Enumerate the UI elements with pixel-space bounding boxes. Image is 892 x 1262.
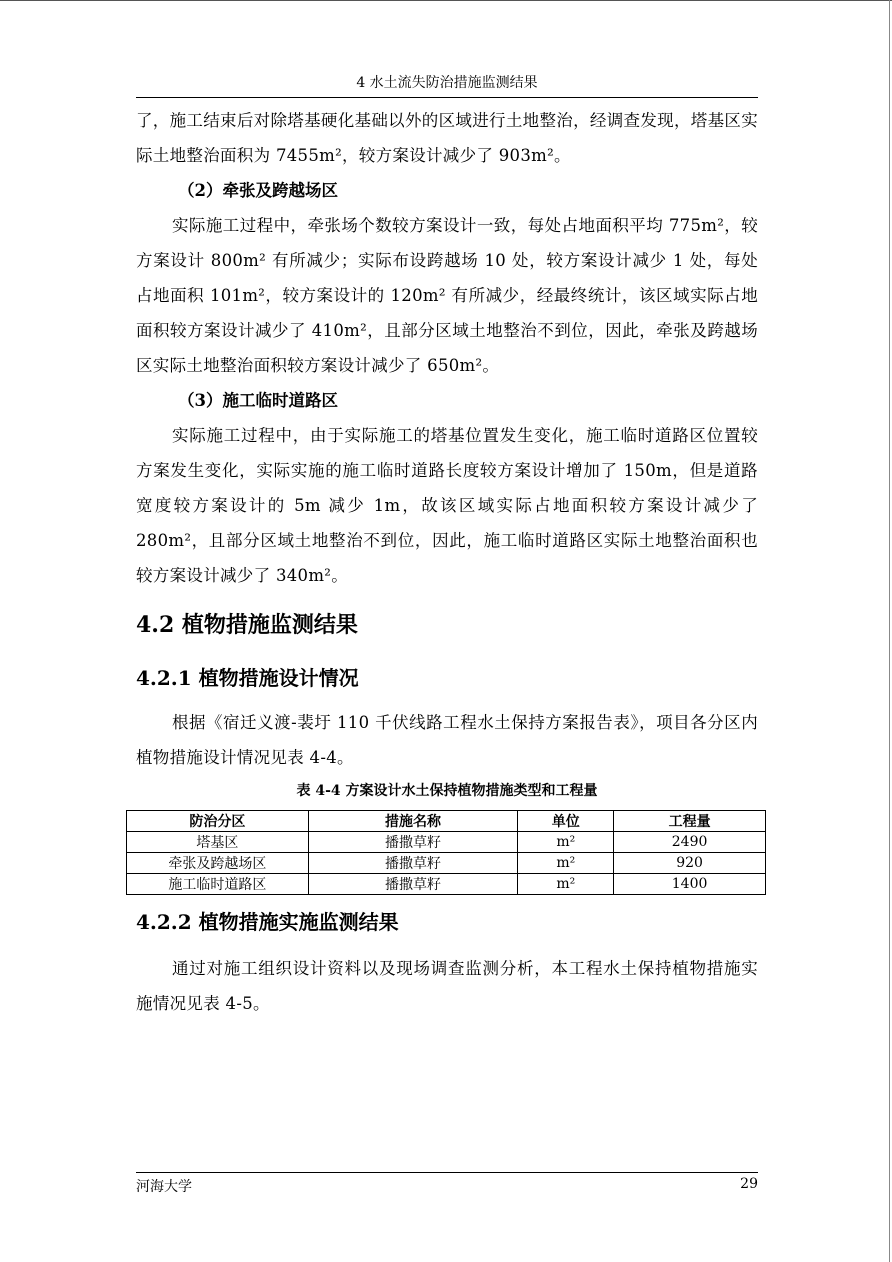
footer-institution: 河海大学 bbox=[136, 1179, 192, 1195]
planting-measures-table bbox=[126, 810, 766, 895]
section-heading-4-2: 4.2 植物措施监测结果 bbox=[136, 612, 358, 638]
paragraph-temp-road: 实际施工过程中，由于实际施工的塔基位置发生变化，施工临时道路区位置较方案发生变化，实际实施的施工临时道路长度较方案设计增加了 150m，但是道路宽度较方案设计的 5m 减少 1m，故该区域实际占地面积较方案设计减少了 280m²，且部分区域土地整治不到位，因此，施工临时道路区实际土地整治面积也较方案设计减少了 340m²。 bbox=[136, 426, 758, 585]
column-header: 工程量 bbox=[614, 811, 766, 832]
page-top-border bbox=[0, 0, 892, 1]
table-cell: 2490 bbox=[614, 832, 766, 853]
table-header-row bbox=[127, 811, 766, 832]
column-header: 防治分区 bbox=[127, 811, 309, 832]
paragraph-design-plan: 根据《宿迁义渡-裴圩 110 千伏线路工程水土保持方案报告表》，项目各分区内植物措施设计情况见表 4-4。 bbox=[136, 713, 758, 767]
table-cell: 塔基区 bbox=[127, 832, 309, 853]
paragraph-tension-area: 实际施工过程中，牵张场个数较方案设计一致，每处占地面积平均 775m²，较方案设计 800m² 有所减少；实际布设跨越场 10 处，较方案设计减少 1 处，每处占地面积 101m²，较方案设计的 120m² 有所减少，经最终统计，该区域实际占地面积较方案设计减少了 410m²，且部分区域土地整治不到位，因此，牵张及跨越场区实际土地整治面积较方案设计减少了 650m²。 bbox=[136, 216, 758, 375]
table-cell: 920 bbox=[614, 853, 766, 874]
table-cell: 播撒草籽 bbox=[308, 874, 518, 895]
table-caption: 表 4-4 方案设计水土保持植物措施类型和工程量 bbox=[296, 783, 598, 799]
table-row bbox=[127, 853, 766, 874]
table-cell: 播撒草籽 bbox=[308, 832, 518, 853]
table-cell: 播撒草籽 bbox=[308, 853, 518, 874]
footer-rule bbox=[136, 1172, 758, 1173]
table-cell: 施工临时道路区 bbox=[127, 874, 309, 895]
table-row bbox=[127, 832, 766, 853]
table-cell: 1400 bbox=[614, 874, 766, 895]
subheading-tension-area: （2）牵张及跨越场区 bbox=[178, 181, 338, 200]
column-header: 单位 bbox=[518, 811, 614, 832]
section-heading-4-2-2: 4.2.2 植物措施实施监测结果 bbox=[136, 910, 399, 934]
subheading-temp-road: （3）施工临时道路区 bbox=[178, 391, 338, 410]
column-header: 措施名称 bbox=[308, 811, 518, 832]
page-number: 29 bbox=[740, 1176, 758, 1192]
table-cell: 牵张及跨越场区 bbox=[127, 853, 309, 874]
paragraph-implementation: 通过对施工组织设计资料以及现场调查监测分析，本工程水土保持植物措施实施情况见表 4-5。 bbox=[136, 959, 758, 1013]
paragraph-tower-area: 了，施工结束后对除塔基硬化基础以外的区域进行土地整治，经调查发现，塔基区实际土地整治面积为 7455m²，较方案设计减少了 903m²。 bbox=[136, 111, 758, 165]
table-row bbox=[127, 874, 766, 895]
table-cell: m² bbox=[518, 853, 614, 874]
section-heading-4-2-1: 4.2.1 植物措施设计情况 bbox=[136, 666, 359, 690]
table-cell: m² bbox=[518, 874, 614, 895]
page-right-border bbox=[889, 0, 890, 1262]
running-header: 4 水土流失防治措施监测结果 bbox=[136, 72, 758, 98]
table-cell: m² bbox=[518, 832, 614, 853]
